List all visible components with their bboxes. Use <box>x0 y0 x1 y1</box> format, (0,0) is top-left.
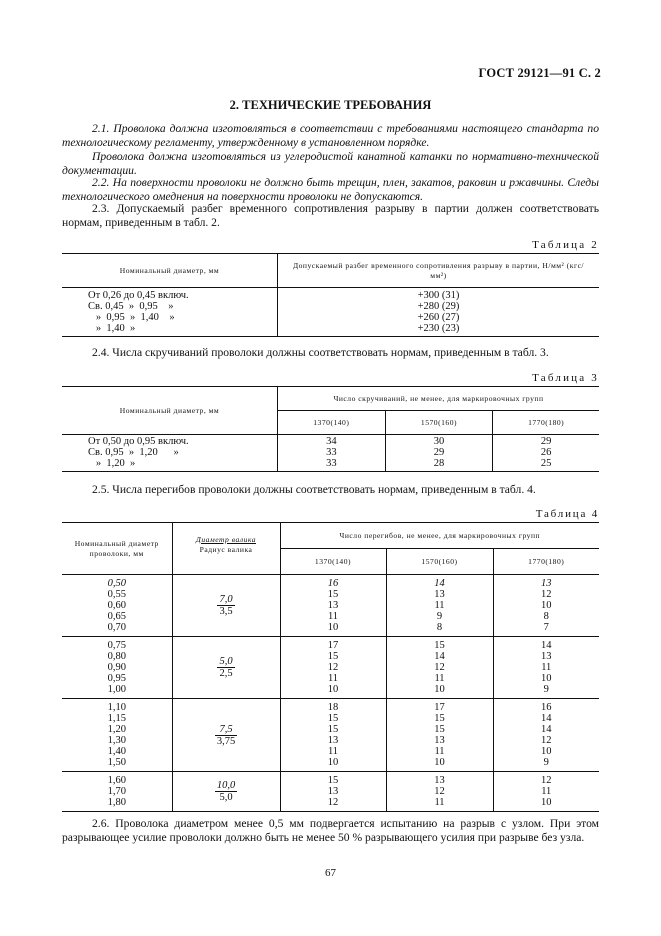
table-4-value-cell: 15 <box>327 589 339 600</box>
table-4-col-3 <box>493 637 599 699</box>
table-4-value-cell: 11 <box>327 746 339 757</box>
table-4-diameter-cell: 1,50 <box>107 757 126 768</box>
table-4-value-cell: 10 <box>541 746 552 757</box>
table-4-roller-radius: 3,75 <box>216 735 236 747</box>
table-2-diameter-cell: » 0,95 » 1,40 » <box>88 312 175 323</box>
table-4-value-cell: 15 <box>327 775 339 786</box>
paragraph-2-2 <box>62 176 599 204</box>
table-4-value-cell: 10 <box>327 757 339 768</box>
table-4-value-cell: 12 <box>434 786 445 797</box>
paragraph-2-3 <box>62 202 599 230</box>
paragraph-2-3-text: 2.3. Допускаемый разбег временного сопротивления разрыву в партии должен соответствовать нормам, приведенным в табл. 2. <box>62 202 599 229</box>
table-2-header-strength-text: Допускаемый разбег временного сопротивления разрыву в партии, Н/мм² (кгс/мм²) <box>292 260 585 280</box>
table-4-value-cell: 10 <box>541 673 552 684</box>
table-4-diameters <box>62 699 172 772</box>
table-3-col-1 <box>278 435 386 472</box>
table-2-diameters <box>62 288 278 337</box>
table-4-body <box>62 575 599 812</box>
table-4-value-cell: 12 <box>541 735 552 746</box>
table-4-roller <box>172 637 280 699</box>
table-4-diameter-cell: 0,75 <box>107 640 126 651</box>
table-4-col-2 <box>386 637 493 699</box>
table-4-value-cell: 13 <box>327 600 339 611</box>
table-2-header-strength <box>278 254 600 288</box>
paragraph-2-4 <box>62 346 599 360</box>
table-4-value-cell: 17 <box>434 702 445 713</box>
table-4-diameter-cell: 0,70 <box>107 622 126 633</box>
table-4-value-cell: 11 <box>327 673 339 684</box>
table-4-grade-1: 1370(140) <box>280 549 386 575</box>
table-3 <box>62 386 599 472</box>
table-4-roller-diameter: 10,0 <box>216 780 236 791</box>
table-4-diameter-cell: 1,80 <box>107 797 126 808</box>
table-4-diameter-cell: 1,60 <box>107 775 126 786</box>
table-4-diameter-cell: 1,15 <box>107 713 126 724</box>
paragraph-2-1 <box>62 122 599 150</box>
table-4-value-cell: 9 <box>436 611 443 622</box>
table-4-value-cell: 11 <box>541 786 552 797</box>
table-4-roller <box>172 575 280 637</box>
table-4-value-cell: 12 <box>541 589 552 600</box>
table-4-roller <box>172 772 280 812</box>
table-4-roller <box>172 699 280 772</box>
table-4-grade-3: 1770(180) <box>493 549 599 575</box>
table-4-value-cell: 13 <box>327 735 339 746</box>
table-4-value-cell: 18 <box>327 702 339 713</box>
table-4-col-3 <box>493 575 599 637</box>
table-2-caption: Таблица 2 <box>532 239 599 251</box>
table-4-value-cell: 12 <box>541 775 552 786</box>
table-2-value-cell: +280 (29) <box>417 301 460 312</box>
table-4-diameter-cell: 0,90 <box>107 662 126 673</box>
table-4-roller-fraction <box>215 724 237 747</box>
table-4-row-group <box>62 575 599 637</box>
table-4-value-cell: 14 <box>434 578 445 589</box>
table-4-roller-radius: 5,0 <box>219 792 233 803</box>
table-4-caption: Таблица 4 <box>535 508 599 520</box>
table-4-col-3 <box>493 699 599 772</box>
table-4-diameters <box>62 772 172 812</box>
table-3-value-cell: 29 <box>433 447 445 458</box>
page-number: 67 <box>325 867 336 879</box>
table-4-value-cell: 12 <box>327 797 339 808</box>
table-2-value-cell: +230 (23) <box>417 323 460 334</box>
table-4-value-cell: 13 <box>327 786 339 797</box>
paragraph-2-2-text: 2.2. На поверхности проволоки не должно быть трещин, плен, закатов, раковин и ржавчины. Следы технологического омеднения на поверхности проволоки не допускаются. <box>62 176 599 203</box>
table-4-header-roller-diameter: Диаметр валика <box>195 535 257 544</box>
table-4-header-diameter <box>62 523 172 575</box>
table-4-value-cell: 14 <box>541 713 552 724</box>
table-3-grade-3: 1770(180) <box>493 411 599 435</box>
table-4-value-cell: 10 <box>541 600 552 611</box>
table-4-value-cell: 15 <box>327 724 339 735</box>
table-4-value-cell: 11 <box>327 611 339 622</box>
table-4-diameter-cell: 0,80 <box>107 651 126 662</box>
table-3-col-2 <box>385 435 493 472</box>
table-4-col-1 <box>280 637 386 699</box>
table-4-col-1 <box>280 575 386 637</box>
table-2-header-diameter: Номинальный диаметр, мм <box>62 254 278 288</box>
table-4-value-cell: 16 <box>327 578 339 589</box>
table-4-diameters <box>62 637 172 699</box>
table-3-caption: Таблица 3 <box>532 372 599 384</box>
table-4-diameters <box>62 575 172 637</box>
table-2-diameter-cell: » 1,40 » <box>88 323 136 334</box>
table-3-col-1-list <box>278 436 385 469</box>
table-4-value-cell: 10 <box>434 757 445 768</box>
table-4-roller-diameter: 5,0 <box>219 656 233 667</box>
table-2-diameter-cell: От 0,26 до 0,45 включ. <box>88 290 189 301</box>
table-4-value-cell: 15 <box>327 713 339 724</box>
table-4-value-cell: 13 <box>434 589 445 600</box>
table-4-value-cell: 8 <box>543 611 549 622</box>
table-2-values <box>278 288 600 337</box>
table-4-diameter-cell: 0,60 <box>107 600 126 611</box>
table-2-value-cell: +300 (31) <box>417 290 460 301</box>
paragraph-2-4-text: 2.4. Числа скручиваний проволоки должны соответствовать нормам, приведенным в табл. 3. <box>92 346 549 359</box>
table-4-value-cell: 14 <box>541 640 552 651</box>
table-4 <box>62 522 599 812</box>
table-4-roller-fraction <box>215 780 237 803</box>
table-3-diameter-list <box>88 436 277 469</box>
table-4-diameter-cell: 1,70 <box>107 786 126 797</box>
table-4-header-roller-radius: Радиус валика <box>199 545 253 554</box>
document-reference: ГОСТ 29121—91 С. 2 <box>478 66 601 80</box>
table-4-row-group <box>62 637 599 699</box>
table-4-diameter-cell: 1,20 <box>107 724 126 735</box>
table-3-header-group: Число скручиваний, не менее, для маркировочных групп <box>333 393 544 403</box>
paragraph-2-5 <box>62 483 599 497</box>
table-4-col-1 <box>280 772 386 812</box>
table-4-value-cell: 13 <box>541 578 552 589</box>
table-4-value-cell: 17 <box>327 640 339 651</box>
table-4-col-3 <box>493 772 599 812</box>
paragraph-2-1b <box>62 150 599 178</box>
table-2-diameter-cell: Св. 0,45 » 0,95 » <box>88 301 174 312</box>
table-4-value-cell: 13 <box>434 775 445 786</box>
paragraph-2-6-text: 2.6. Проволока диаметром менее 0,5 мм подвергается испытанию на разрыв с узлом. При этом разрывающее усилие проволоки должно быть не менее 50 % разрывающего усилия при разрыве без узла. <box>62 817 599 844</box>
table-4-roller-radius: 3,5 <box>219 606 233 617</box>
paragraph-2-1b-text: Проволока должна изготовляться из углеродистой канатной катанки по нормативно-технической документации. <box>62 150 599 177</box>
table-3-value-cell: 26 <box>540 447 552 458</box>
table-4-value-cell: 16 <box>541 702 552 713</box>
table-4-value-cell: 9 <box>543 684 549 695</box>
table-4-roller-fraction <box>217 594 234 617</box>
table-4-value-cell: 10 <box>327 622 339 633</box>
table-4-value-cell: 15 <box>327 651 339 662</box>
table-4-value-cell: 11 <box>434 673 445 684</box>
table-4-roller-diameter: 7,0 <box>219 594 233 605</box>
table-3-value-cell: 33 <box>326 458 337 469</box>
table-4-diameter-cell: 0,65 <box>107 611 126 622</box>
table-4-col-2 <box>386 575 493 637</box>
table-2-diameter-list <box>88 290 277 334</box>
table-3-col-2-list <box>386 436 493 469</box>
table-4-value-cell: 13 <box>541 651 552 662</box>
section-title: 2. ТЕХНИЧЕСКИЕ ТРЕБОВАНИЯ <box>229 98 432 112</box>
table-4-value-cell: 11 <box>434 600 445 611</box>
table-4-value-cell: 9 <box>543 757 549 768</box>
table-4-diameter-cell: 0,50 <box>107 578 126 589</box>
table-4-header-roller <box>172 523 280 575</box>
table-4-value-cell: 15 <box>434 713 445 724</box>
table-4-roller-fraction <box>217 656 234 679</box>
table-3-diameter-cell: От 0,50 до 0,95 включ. <box>88 436 189 447</box>
table-3-value-cell: 34 <box>326 436 337 447</box>
table-4-header-group: Число перегибов, не менее, для маркировочных групп <box>339 530 541 540</box>
table-4-diameter-cell: 0,55 <box>107 589 126 600</box>
table-4-value-cell: 15 <box>434 640 445 651</box>
table-4-col-2 <box>386 699 493 772</box>
paragraph-2-6 <box>62 817 599 845</box>
table-4-value-cell: 10 <box>327 684 339 695</box>
table-2-value-list <box>278 290 599 334</box>
table-4-value-cell: 8 <box>436 622 443 633</box>
table-4-diameter-cell: 0,95 <box>107 673 126 684</box>
table-3-value-cell: 28 <box>433 458 445 469</box>
table-4-value-cell: 11 <box>434 797 445 808</box>
table-3-col-3 <box>493 435 599 472</box>
table-3-grade-2: 1570(160) <box>385 411 493 435</box>
table-4-header-diameter-text: Номинальный диаметр проволоки, мм <box>74 538 159 558</box>
table-3-header-diameter: Номинальный диаметр, мм <box>62 387 278 435</box>
table-3-value-cell: 25 <box>540 458 552 469</box>
table-3-diameters <box>62 435 278 472</box>
table-4-diameter-cell: 1,10 <box>107 702 126 713</box>
table-4-value-cell: 12 <box>434 662 445 673</box>
paragraph-2-1-text: 2.1. Проволока должна изготовляться в соответствии с требованиями настоящего стандарта по технологическому регламенту, утвержденному в установленном порядке. <box>62 122 599 149</box>
table-4-grade-2: 1570(160) <box>386 549 493 575</box>
table-4-value-cell: 15 <box>434 724 445 735</box>
paragraph-2-5-text: 2.5. Числа перегибов проволоки должны соответствовать нормам, приведенным в табл. 4. <box>92 483 536 496</box>
table-4-value-cell: 11 <box>541 662 552 673</box>
table-2-value-cell: +260 (27) <box>417 312 460 323</box>
table-4-diameter-cell: 1,00 <box>107 684 126 695</box>
table-4-row-group <box>62 699 599 772</box>
table-3-grade-1: 1370(140) <box>278 411 386 435</box>
table-4-value-cell: 7 <box>543 622 549 633</box>
table-4-roller-radius: 2,5 <box>219 668 233 679</box>
table-4-roller-diameter: 7,5 <box>215 724 237 736</box>
table-3-value-cell: 29 <box>540 436 552 447</box>
table-3-diameter-cell: Св. 0,95 » 1,20 » <box>88 447 179 458</box>
table-2 <box>62 253 599 337</box>
table-4-row-group <box>62 772 599 812</box>
table-4-diameter-cell: 1,30 <box>107 735 126 746</box>
table-4-col-1 <box>280 699 386 772</box>
table-4-value-cell: 14 <box>541 724 552 735</box>
table-4-value-cell: 11 <box>434 746 445 757</box>
table-4-value-cell: 12 <box>327 662 339 673</box>
table-4-value-cell: 10 <box>541 797 552 808</box>
table-3-diameter-cell: » 1,20 » <box>88 458 136 469</box>
table-4-value-cell: 14 <box>434 651 445 662</box>
table-4-diameter-cell: 1,40 <box>107 746 126 757</box>
table-3-value-cell: 30 <box>433 436 445 447</box>
table-3-value-cell: 33 <box>326 447 337 458</box>
table-4-value-cell: 13 <box>434 735 445 746</box>
table-4-value-cell: 10 <box>434 684 445 695</box>
table-4-col-2 <box>386 772 493 812</box>
table-3-col-3-list <box>493 436 599 469</box>
